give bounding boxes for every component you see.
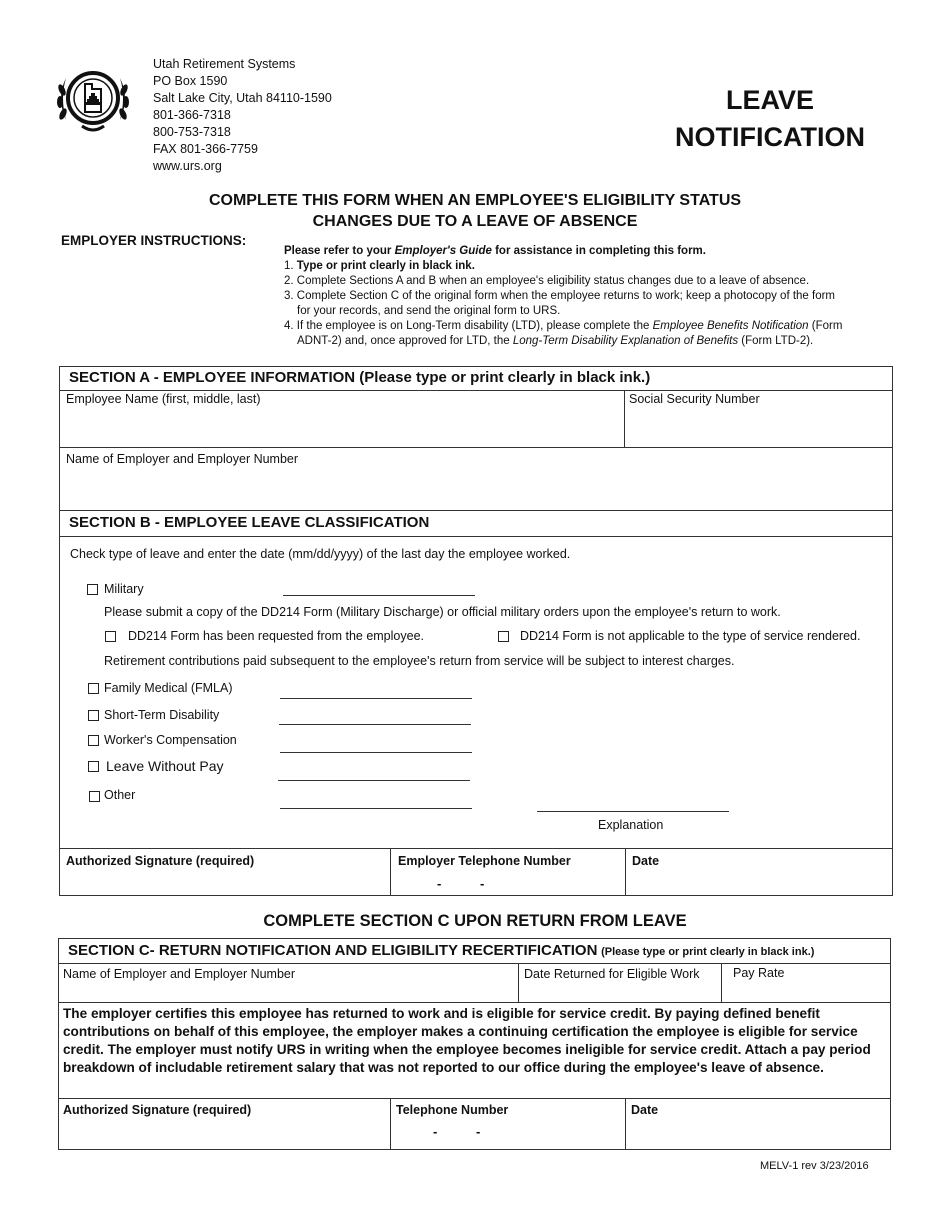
section-a-title: SECTION A - EMPLOYEE INFORMATION (Please type or print clearly in black ink.): [69, 369, 651, 386]
c-date-label: Date: [631, 1103, 659, 1117]
dd214-requested-label: DD214 Form has been requested from the employee.: [128, 629, 424, 643]
org-po-box: PO Box 1590: [153, 74, 228, 88]
other-date-field[interactable]: [280, 808, 472, 809]
utah-retirement-seal-icon: [52, 58, 134, 140]
divider: [59, 848, 893, 849]
instructions-list: [284, 244, 884, 349]
section-c-title: [68, 942, 814, 959]
divider: [58, 963, 891, 964]
military-label: Military: [104, 582, 144, 596]
divider: [59, 510, 893, 511]
section-b-instruction: Check type of leave and enter the date (mm/dd/yyyy) of the last day the employee worked.: [70, 547, 571, 561]
std-date-field[interactable]: [279, 724, 471, 725]
employer-instructions-label: EMPLOYER INSTRUCTIONS:: [61, 233, 247, 248]
divider: [59, 536, 893, 537]
date-returned-field[interactable]: [522, 984, 717, 1000]
subhead-line-1: COMPLETE THIS FORM WHEN AN EMPLOYEE'S ELIGIBILITY STATUS: [208, 192, 742, 209]
military-note: Please submit a copy of the DD214 Form (Military Discharge) or official military orders upon the employee's return to work.: [104, 605, 781, 619]
divider: [58, 1002, 891, 1003]
c-phone-field[interactable]: [395, 1120, 620, 1146]
intro-text-c: for assistance in completing this form.: [491, 245, 706, 257]
employee-name-field[interactable]: [64, 410, 619, 444]
signature-label: Authorized Signature (required): [66, 854, 255, 868]
employee-name-label: Employee Name (first, middle, last): [66, 392, 261, 406]
section-b-title: SECTION B - EMPLOYEE LEAVE CLASSIFICATION: [69, 514, 430, 531]
lwop-label: Leave Without Pay: [106, 758, 224, 774]
phone-dash-1: -: [437, 876, 442, 891]
date-returned-label: Date Returned for Eligible Work: [524, 967, 700, 981]
instruction-item-3b: for your records, and send the original form to URS.: [297, 305, 561, 317]
title-line-2: NOTIFICATION: [675, 122, 865, 152]
form-subheading: [150, 190, 800, 232]
subhead-line-2: CHANGES DUE TO A LEAVE OF ABSENCE: [312, 213, 638, 230]
other-checkbox[interactable]: [89, 791, 100, 802]
divider: [59, 447, 893, 448]
date-label: Date: [632, 854, 660, 868]
phone-dash-2: -: [480, 876, 485, 891]
workers-comp-date-field[interactable]: [280, 752, 472, 753]
workers-comp-label: Worker's Compensation: [104, 733, 237, 747]
org-website: www.urs.org: [153, 159, 222, 173]
signature-field[interactable]: [64, 870, 384, 892]
lwop-date-field[interactable]: [278, 780, 470, 781]
section-c-title-main: SECTION C- RETURN NOTIFICATION AND ELIGIBILITY RECERTIFICATION: [68, 942, 598, 959]
divider: [625, 848, 626, 896]
page-title: [650, 82, 890, 156]
pay-rate-label: Pay Rate: [733, 966, 785, 980]
instr4b-1: ADNT-2) and, once approved for LTD, the: [297, 335, 513, 347]
instr4b-3: (Form LTD-2).: [738, 335, 814, 347]
org-fax: FAX 801-366-7759: [153, 142, 258, 156]
explanation-field[interactable]: [537, 811, 729, 812]
instruction-item-4a: [284, 319, 884, 334]
ssn-label: Social Security Number: [629, 392, 760, 406]
std-label: Short-Term Disability: [104, 708, 220, 722]
fmla-label: Family Medical (FMLA): [104, 681, 233, 695]
divider: [624, 390, 625, 447]
instruction-item-1: [284, 259, 884, 274]
retirement-note: Retirement contributions paid subsequent to the employee's return from service will be subject to interest charges.: [104, 654, 735, 668]
military-date-field[interactable]: [283, 595, 475, 596]
instr4a-3: (Form: [808, 320, 843, 332]
other-label: Other: [104, 788, 136, 802]
c-date-field[interactable]: [630, 1120, 886, 1146]
instr4b-2: Long-Term Disability Explanation of Benefits: [512, 335, 739, 347]
organization-address: [153, 56, 332, 175]
divider: [390, 1098, 391, 1150]
instruction-num-1: 1.: [284, 260, 297, 272]
form-id: MELV-1 rev 3/23/2016: [760, 1160, 869, 1172]
instruction-text-1: Type or print clearly in black ink.: [296, 260, 475, 272]
c-phone-dash-2: -: [476, 1124, 481, 1139]
instruction-item-4b: [284, 334, 884, 349]
divider: [390, 848, 391, 896]
org-name: Utah Retirement Systems: [153, 57, 296, 71]
employers-guide-ref: Employer's Guide: [394, 245, 492, 257]
c-signature-label: Authorized Signature (required): [63, 1103, 252, 1117]
dd214-na-label: DD214 Form is not applicable to the type of service rendered.: [520, 629, 861, 643]
org-phone-1: 801-366-7318: [153, 108, 231, 122]
pay-rate-field[interactable]: [725, 984, 887, 1000]
fmla-checkbox[interactable]: [88, 683, 99, 694]
ssn-field[interactable]: [628, 410, 888, 444]
military-checkbox[interactable]: [87, 584, 98, 595]
explanation-label: Explanation: [598, 818, 664, 832]
instr4a-1: 4. If the employee is on Long-Term disability (LTD), please complete the: [284, 320, 653, 332]
divider: [625, 1098, 626, 1150]
std-checkbox[interactable]: [88, 710, 99, 721]
date-field[interactable]: [630, 870, 888, 892]
divider: [58, 1098, 891, 1099]
section-c-title-note: (Please type or print clearly in black ink.): [601, 946, 815, 958]
divider: [59, 390, 893, 391]
org-phone-2: 800-753-7318: [153, 125, 231, 139]
org-city: Salt Lake City, Utah 84110-1590: [153, 91, 332, 105]
c-phone-dash-1: -: [433, 1124, 438, 1139]
c-phone-label: Telephone Number: [396, 1103, 509, 1117]
instructions-intro: [284, 244, 884, 259]
employer-name-field[interactable]: [64, 470, 884, 506]
employer-phone-field[interactable]: [395, 870, 620, 892]
employer-phone-label: Employer Telephone Number: [398, 854, 571, 868]
fmla-date-field[interactable]: [280, 698, 472, 699]
instruction-item-3a: 3. Complete Section C of the original form when the employee returns to work; keep a photocopy of the form: [284, 290, 836, 302]
dd214-requested-checkbox[interactable]: [105, 631, 116, 642]
c-signature-field[interactable]: [62, 1120, 384, 1146]
divider: [721, 963, 722, 1002]
certification-text: The employer certifies this employee has returned to work and is eligible for service credit. By paying defined benefit contributions on behalf of this employee, the employer makes a continuing certification the employee is eligible for service credit. The employer must notify URS in writing when the employee becomes ineligible for service credit. Attach a pay period breakdown of includable retirement salary that was not reported to our office during the employee's leave of absence.: [63, 1006, 871, 1075]
title-line-1: LEAVE: [725, 85, 814, 115]
employer-name-label: Name of Employer and Employer Number: [66, 452, 299, 466]
dd214-na-checkbox[interactable]: [498, 631, 509, 642]
lwop-checkbox[interactable]: [88, 761, 99, 772]
intro-text-a: Please refer to your: [284, 245, 395, 257]
c-employer-field[interactable]: [62, 984, 512, 1000]
workers-comp-checkbox[interactable]: [88, 735, 99, 746]
divider: [518, 963, 519, 1002]
instr4a-2: Employee Benefits Notification: [652, 320, 809, 332]
instruction-item-2: 2. Complete Sections A and B when an employee's eligibility status changes due to a leave of absence.: [284, 275, 810, 287]
c-employer-label: Name of Employer and Employer Number: [63, 967, 296, 981]
section-c-heading: COMPLETE SECTION C UPON RETURN FROM LEAVE: [263, 912, 687, 930]
